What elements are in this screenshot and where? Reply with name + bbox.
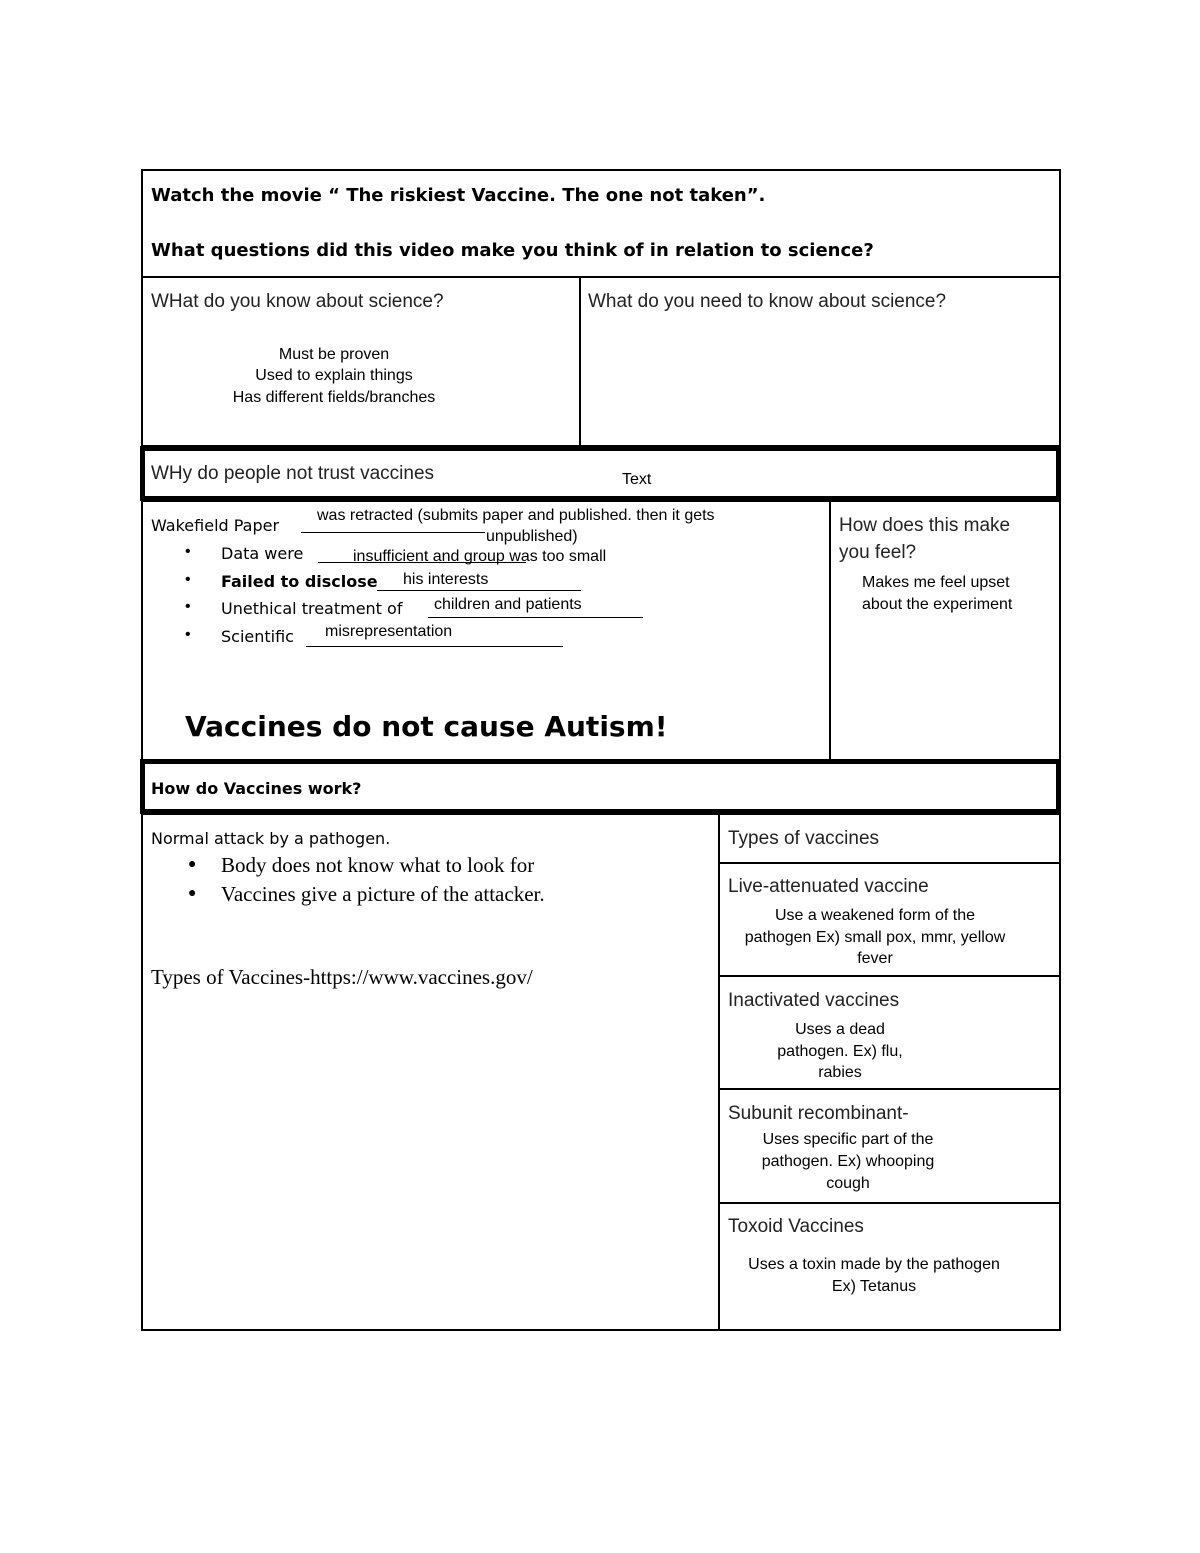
vaccine-type-desc: Uses specific part of the <box>762 1131 934 1148</box>
bullet-answer: insufficient and group was too small <box>353 548 607 565</box>
bullet-icon: ● <box>188 855 197 871</box>
know-item: Used to explain things <box>255 367 413 384</box>
vaccine-type-name: Toxoid Vaccines <box>728 1216 864 1237</box>
vaccine-type-desc: pathogen. Ex) whooping <box>761 1153 935 1170</box>
answer-line <box>306 646 563 647</box>
vaccine-type-name: Inactivated vaccines <box>728 990 900 1011</box>
vaccine-type-desc: fever <box>857 950 893 967</box>
answer-line <box>301 532 485 533</box>
movie-instruction: Watch the movie “ The riskiest Vaccine. The one not taken”. <box>151 185 766 206</box>
attack-bullet: Vaccines give a picture of the attacker. <box>221 882 545 906</box>
vaccine-type-name: Subunit recombinant- <box>728 1103 909 1124</box>
vaccine-type-desc: cough <box>826 1175 870 1192</box>
vaccine-type-desc: rabies <box>818 1064 862 1081</box>
trust-heading: WHy do people not trust vaccines <box>151 463 435 484</box>
vaccine-type-desc: Uses a dead <box>795 1021 885 1038</box>
text-placeholder: Text <box>622 471 652 488</box>
feel-box <box>829 500 1061 761</box>
vaccine-type-desc: Ex) Tetanus <box>831 1278 917 1295</box>
answer-line <box>377 590 581 591</box>
wakefield-answer-continued: unpublished) <box>486 528 578 545</box>
types-link: Types of Vaccines-https://www.vaccines.gov/ <box>151 965 533 989</box>
bullet-answer: his interests <box>403 571 489 588</box>
bullet-label: Unethical treatment of <box>221 599 403 618</box>
bullet-icon: ● <box>188 884 197 900</box>
bullet-icon: • <box>185 598 191 615</box>
know-item: Must be proven <box>278 346 390 363</box>
bullet-icon: • <box>185 543 191 560</box>
attack-title: Normal attack by a pathogen. <box>151 829 391 848</box>
answer-line <box>428 617 643 618</box>
know-item: Has different fields/branches <box>232 389 436 406</box>
vaccine-type-desc: pathogen Ex) small pox, mmr, yellow <box>744 929 1006 946</box>
feel-answer-continued: about the experiment <box>862 596 1013 613</box>
question-prompt: What questions did this video make you think of in relation to science? <box>151 240 874 261</box>
bullet-label: Data were <box>221 544 304 563</box>
how-heading: How do Vaccines work? <box>151 779 362 798</box>
attack-bullet: Body does not know what to look for <box>221 853 535 877</box>
types-heading: Types of vaccines <box>728 828 880 849</box>
vaccine-type-name: Live-attenuated vaccine <box>728 876 929 897</box>
bullet-icon: • <box>185 626 191 643</box>
bullet-icon: • <box>185 571 191 588</box>
feel-question: How does this make <box>839 515 1011 536</box>
bullet-answer: misrepresentation <box>325 623 453 640</box>
bullet-label: Scientific <box>221 627 294 646</box>
bullet-answer: children and patients <box>434 596 582 613</box>
feel-question-continued: you feel? <box>839 542 917 563</box>
wakefield-answer: was retracted (submits paper and published. then it gets <box>317 507 715 524</box>
wakefield-label: Wakefield Paper <box>151 516 280 535</box>
know-heading: WHat do you know about science? <box>151 291 444 312</box>
vaccine-type-desc: Use a weakened form of the <box>774 907 976 924</box>
vaccine-type-desc: Uses a toxin made by the pathogen <box>748 1256 1000 1273</box>
autism-banner: Vaccines do not cause Autism! <box>185 710 668 743</box>
need-heading: What do you need to know about science? <box>588 291 947 312</box>
feel-answer: Makes me feel upset <box>862 574 1010 591</box>
bullet-label: Failed to disclose <box>221 572 378 591</box>
vaccine-type-desc: pathogen. Ex) flu, <box>777 1043 903 1060</box>
